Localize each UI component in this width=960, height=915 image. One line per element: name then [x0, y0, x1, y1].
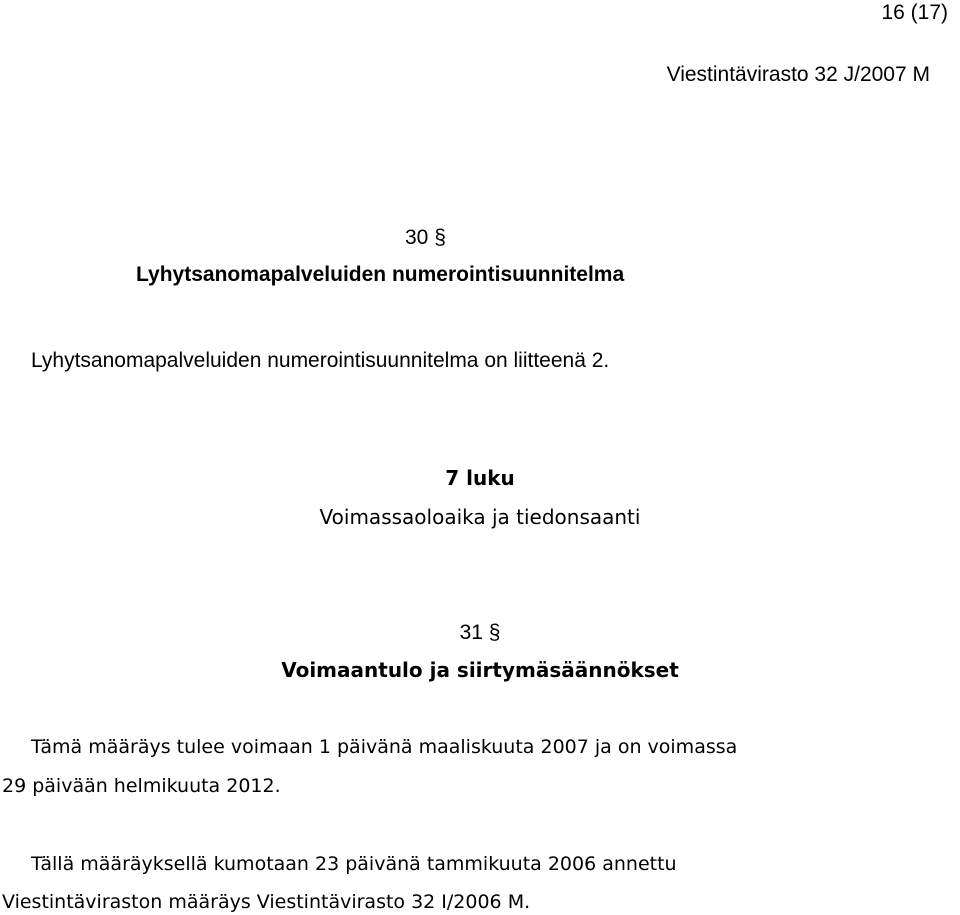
section-31-paragraph-1-line-2: 29 päivään helmikuuta 2012. — [2, 775, 281, 797]
section-30-body: Lyhytsanomapalveluiden numerointisuunnitelma on liitteenä 2. — [31, 349, 610, 372]
section-30-title: Lyhytsanomapalveluiden numerointisuunnitelma — [136, 263, 625, 286]
chapter-7-title: Voimassaoloaika ja tiedonsaanti — [319, 505, 641, 529]
section-31-number: 31 § — [459, 621, 501, 644]
page-number: 16 (17) — [881, 1, 948, 24]
document-reference: Viestintävirasto 32 J/2007 M — [666, 63, 930, 86]
chapter-7-number: 7 luku — [445, 466, 515, 490]
section-31-paragraph-1-line-1: Tämä määräys tulee voimaan 1 päivänä maaliskuuta 2007 ja on voimassa — [31, 736, 738, 758]
section-31-paragraph-2-line-2: Viestintäviraston määräys Viestintävirasto 32 I/2006 M. — [2, 891, 531, 913]
section-31-paragraph-2-line-1: Tällä määräyksellä kumotaan 23 päivänä tammikuuta 2006 annettu — [31, 853, 677, 875]
section-31-title: Voimaantulo ja siirtymäsäännökset — [281, 658, 679, 682]
section-30-number: 30 § — [405, 226, 446, 249]
